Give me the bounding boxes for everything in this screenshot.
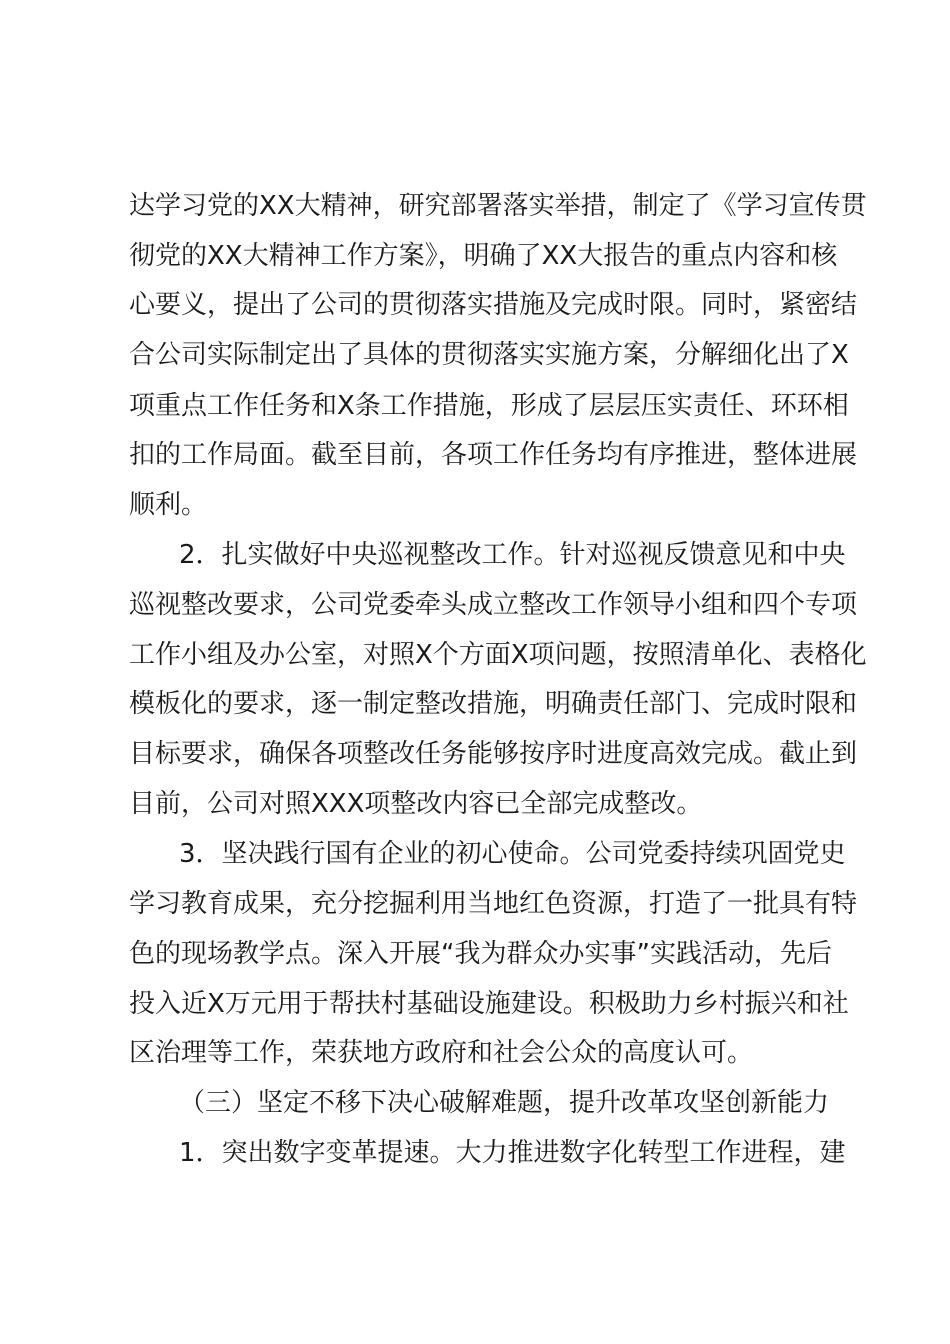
paragraph-line: 巡视整改要求，公司党委牵头成立整改工作领导小组和四个专项: [129, 590, 858, 620]
paragraph-line: 心要义，提出了公司的贯彻落实措施及完成时限。同时，紧密结: [129, 290, 858, 320]
list-item-1-heading-line: 1．突出数字变革提速。大力推进数字化转型工作进程，建: [179, 1138, 846, 1168]
paragraph-line: 达学习党的XX大精神，研究部署落实举措，制定了《学习宣传贯: [129, 191, 867, 221]
paragraph-line: 项重点工作任务和X条工作措施，形成了层层压实责任、环环相: [129, 391, 849, 421]
paragraph-line: 扣的工作局面。截至目前，各项工作任务均有序推进，整体进展: [129, 440, 858, 470]
paragraph-line: 顺利。: [129, 490, 208, 520]
paragraph-line: 工作小组及办公室，对照X个方面X项问题，按照清单化、表格化: [129, 640, 867, 670]
paragraph-line: 区治理等工作，荣获地方政府和社会公众的高度认可。: [129, 1038, 754, 1068]
paragraph-line: 投入近X万元用于帮扶村基础设施建设。积极助力乡村振兴和社: [129, 989, 849, 1019]
list-item-2-heading-line: 2．扎实做好中央巡视整改工作。针对巡视反馈意见和中央: [179, 540, 846, 570]
paragraph-line: 模板化的要求，逐一制定整改措施，明确责任部门、完成时限和: [129, 689, 858, 719]
paragraph-line: 合公司实际制定出了具体的贯彻落实实施方案，分解细化出了X: [129, 340, 849, 370]
paragraph-line: 目前，公司对照XXX项整改内容已全部完成整改。: [129, 789, 703, 819]
list-item-3-heading-line: 3．坚决践行国有企业的初心使命。公司党委持续巩固党史: [179, 839, 846, 869]
paragraph-line: 彻党的XX大精神工作方案》，明确了XX大报告的重点内容和核: [129, 241, 838, 271]
section-heading: （三）坚定不移下决心破解难题，提升改革攻坚创新能力: [179, 1088, 830, 1118]
paragraph-line: 色的现场教学点。深入开展“我为群众办实事”实践活动，先后: [129, 939, 832, 969]
paragraph-line: 学习教育成果，充分挖掘利用当地红色资源，打造了一批具有特: [129, 889, 858, 919]
paragraph-line: 目标要求，确保各项整改任务能够按序时进度高效完成。截止到: [129, 739, 858, 769]
